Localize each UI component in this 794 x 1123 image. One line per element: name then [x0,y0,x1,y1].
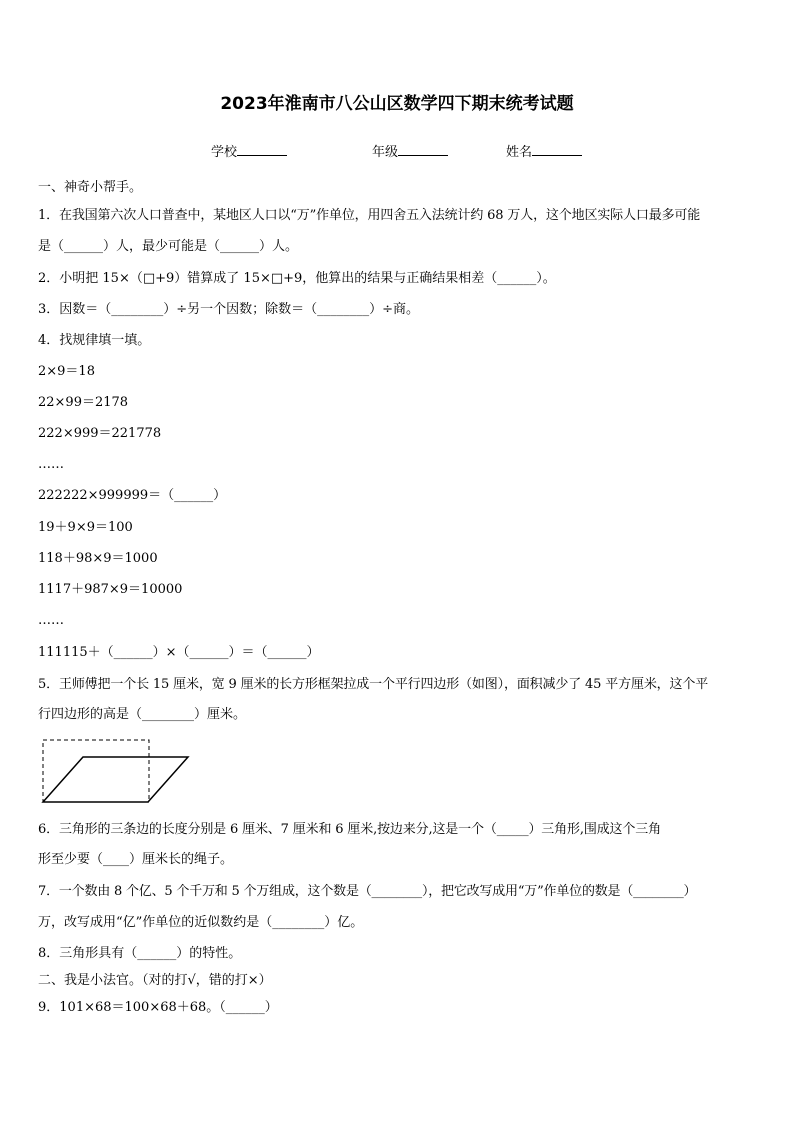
question-1-line-1: 1．在我国第六次人口普查中，某地区人口以“万”作单位，用四舍五入法统计约 68 万人，这个地区实际人口最多可能 [38,208,701,223]
question-1-line-2: 是（______）人，最少可能是（______）人。 [38,239,299,254]
question-5-line-2: 行四边形的高是（________）厘米。 [38,707,247,722]
exam-title: 2023年淮南市八公山区数学四下期末统考试题 [220,94,574,114]
pattern-ellipsis: …… [38,613,64,628]
parallelogram [43,757,188,802]
name-label: 姓名 [506,145,533,160]
pattern-ellipsis: …… [38,457,64,472]
question-8: 8．三角形具有（______）的特性。 [38,946,242,961]
school-label: 学校 [211,145,238,160]
parallelogram-figure [38,735,198,807]
pattern-line: 2×9＝18 [38,364,95,379]
grade-blank [398,143,448,156]
section-2-heading: 二、我是小法官。（对的打√，错的打×） [38,973,272,988]
school-blank [237,143,287,156]
pattern-line: 111115＋（______）×（______）＝（______） [38,645,320,660]
question-5-line-1: 5．王师傅把一个长 15 厘米，宽 9 厘米的长方形框架拉成一个平行四边形（如图），面积减少了 45 平方厘米，这个平 [38,677,709,692]
question-6-line-1: 6．三角形的三条边的长度分别是 6 厘米、7 厘米和 6 厘米,按边来分,这是一个（_____）三角形,围成这个三角 [38,822,661,837]
question-2: 2．小明把 15×（□+9）错算成了 15×□+9，他算出的结果与正确结果相差（______）。 [38,271,556,286]
grade-field [372,141,448,160]
grade-label: 年级 [372,145,399,160]
pattern-line: 1117＋987×9＝10000 [38,582,183,597]
question-6-line-2: 形至少要（____）厘米长的绳子。 [38,852,234,867]
pattern-line: 118＋98×9＝1000 [38,551,158,566]
question-7-line-1: 7．一个数由 8 个亿、5 个千万和 5 个万组成，这个数是（________），把它改写成用“万”作单位的数是（________） [38,884,697,899]
section-1-heading: 一、神奇小帮手。 [38,180,143,195]
dashed-rectangle [43,740,149,802]
pattern-line: 222×999＝221778 [38,426,162,441]
question-9: 9．101×68＝100×68＋68。（______） [38,1000,278,1015]
name-blank [532,143,582,156]
school-field [211,141,287,160]
question-3: 3．因数＝（________）÷另一个因数；除数＝（________）÷商。 [38,302,420,317]
question-7-line-2: 万，改写成用“亿”作单位的近似数约是（________）亿。 [38,915,364,930]
pattern-line: 19＋9×9＝100 [38,520,133,535]
pattern-line: 22×99＝2178 [38,395,129,410]
question-4-intro: 4．找规律填一填。 [38,333,151,348]
pattern-line: 222222×999999＝（______） [38,488,227,503]
name-field [506,141,582,160]
